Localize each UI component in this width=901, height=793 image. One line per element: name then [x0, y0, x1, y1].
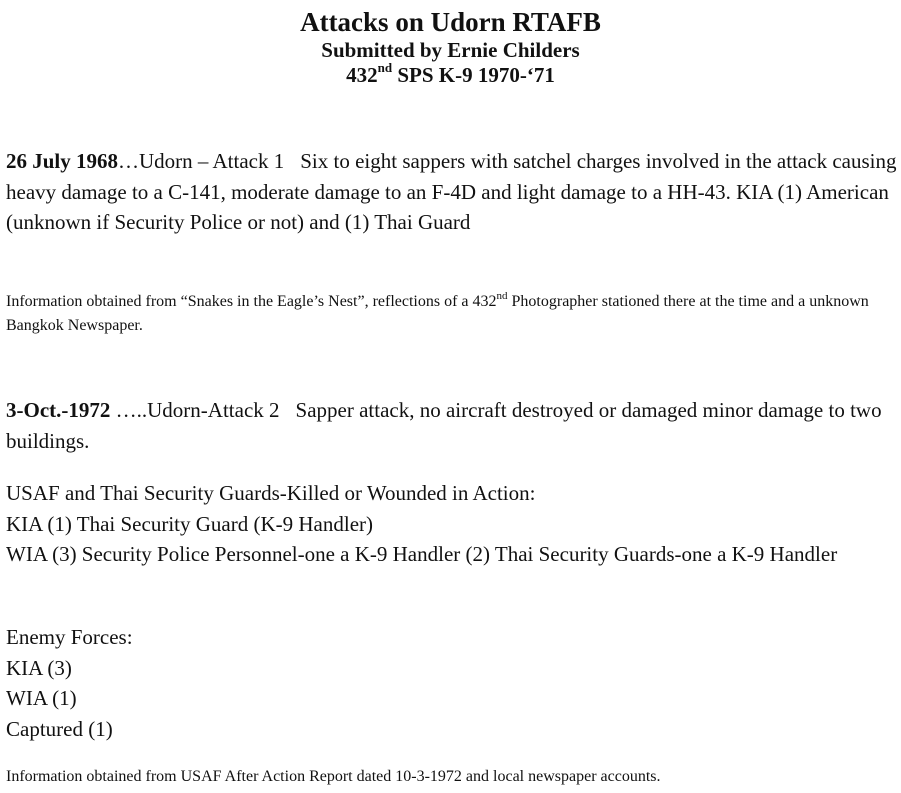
submitted-by: Submitted by Ernie Childers — [321, 38, 580, 62]
document-title: Attacks on Udorn RTAFB — [300, 7, 601, 37]
attack2-text-rest: damage to two buildings. — [6, 398, 882, 453]
friendly-casualties — [6, 478, 901, 570]
attack2-paragraph — [6, 395, 901, 456]
friendly-kia: KIA (1) Thai Security Guard (K-9 Handler) — [6, 511, 373, 536]
enemy-captured: Captured (1) — [6, 716, 113, 741]
unit-line — [0, 60, 901, 88]
attack1-text-rest: the attack causing heavy damage to a C-141, moderate damage to an F-4D and light damage to a HH-43. KIA (1) American (unknown if Security Police or not) and (1) Thai Guard — [6, 149, 897, 234]
unit-rest: SPS K-9 1970-‘71 — [392, 63, 555, 87]
attack1-date: 26 July 1968 — [6, 149, 119, 173]
attack2-source: Information obtained from USAF After Action Report dated 10-3-1972 and local newspaper accounts. — [6, 768, 661, 785]
document-header — [0, 6, 901, 88]
attack1-source-pre: Information obtained from “Snakes in the Eagle’s Nest”, reflections of a 432 — [6, 293, 497, 310]
enemy-wia: WIA (1) — [6, 686, 77, 710]
enemy-forces — [6, 622, 901, 744]
attack1-source-sup: nd — [496, 289, 508, 302]
attack2-date: 3-Oct.-1972 — [6, 398, 111, 422]
attack1-paragraph — [6, 146, 901, 238]
attack1-text-line1: Six to eight sappers with satchel charges involved in — [300, 149, 741, 173]
friendly-heading: USAF and Thai Security Guards-Killed or Wounded in Action: — [6, 481, 536, 505]
attack2-label: …..Udorn-Attack 2 — [110, 398, 280, 422]
attack2-text-line1: Sapper attack, no aircraft destroyed or damaged minor — [295, 398, 753, 422]
unit-superscript: nd — [377, 60, 393, 75]
attack1-label: …Udorn – Attack 1 — [118, 149, 285, 173]
enemy-kia: KIA (3) — [6, 655, 72, 680]
attack1-source-post: Photographer stationed there at the time and a unknown Bangkok Newspaper. — [6, 293, 869, 334]
unit-number: 432 — [346, 63, 378, 87]
enemy-heading: Enemy Forces: — [6, 625, 133, 649]
friendly-wia: WIA (3) Security Police Personnel-one a K-9 Handler (2) Thai Security Guards-one a K-9 Handler — [6, 542, 838, 566]
attack1-source — [6, 290, 901, 338]
